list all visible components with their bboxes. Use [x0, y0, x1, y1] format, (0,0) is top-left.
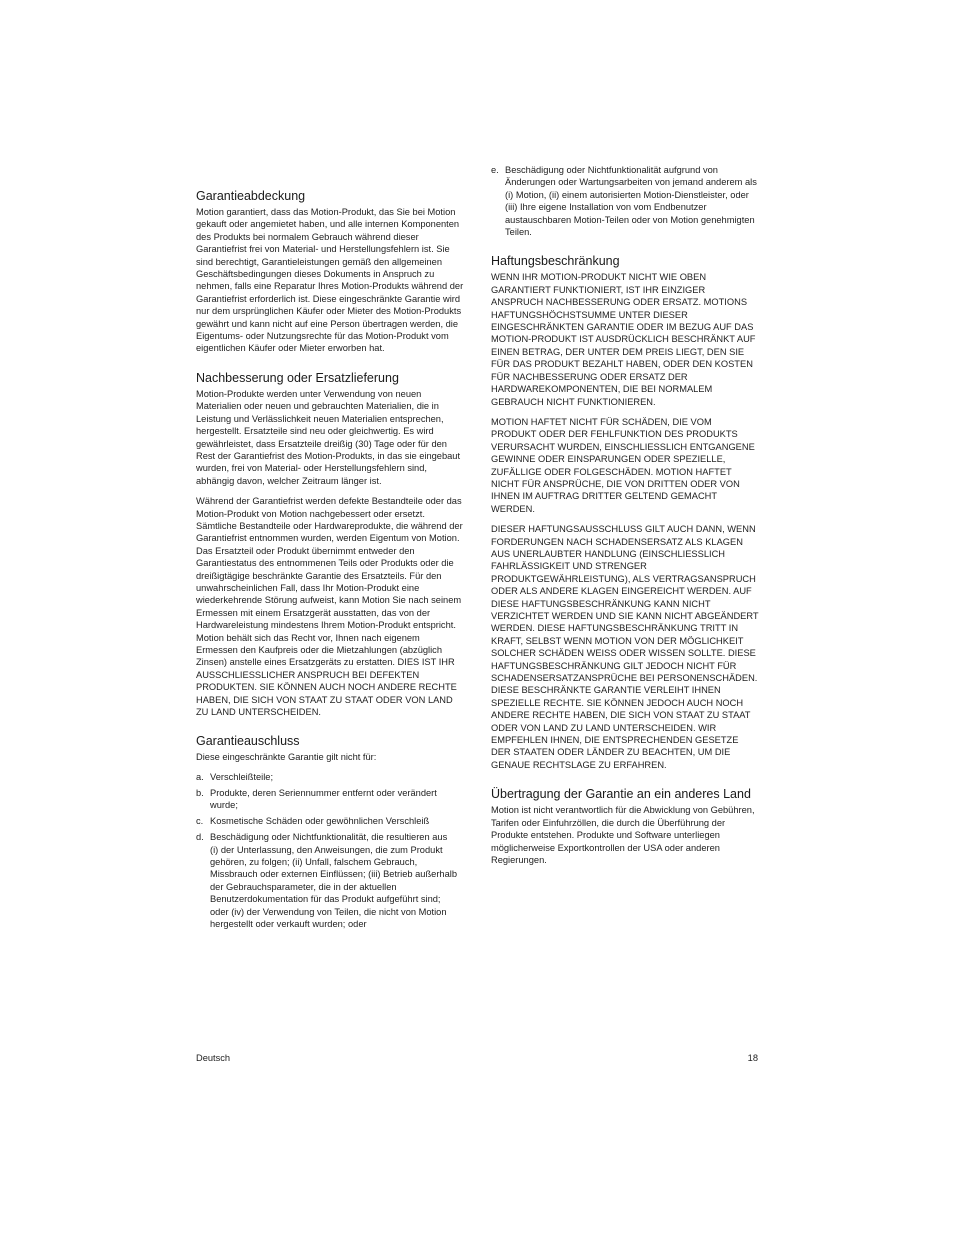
list-item: [491, 164, 759, 238]
list-item: [196, 815, 464, 827]
heading-garantieabdeckung: Garantieabdeckung: [196, 189, 306, 203]
list-item: [196, 787, 464, 812]
list-item: [196, 771, 464, 783]
list-marker: d.: [196, 832, 204, 843]
paragraph-garantieauschluss-intro: Diese eingeschränkte Garantie gilt nicht für:: [196, 752, 377, 763]
list-item-text: Produkte, deren Seriennummer entfernt oder verändert wurde;: [210, 787, 437, 811]
paragraph-haftung-2: MOTION HAFTET NICHT FÜR SCHÄDEN, DIE VOM PRODUKT ODER DER FEHLFUNKTION DES PRODUKTS VERURSACHT WURDEN, EINSCHLIESSLICH ENTGANGENE GEWINNE ODER EINSPARUNGEN ODER SPEZIELLE, ZUFÄLLIGE ODER FOLGESCHÄDEN. MOTION HAFTET NICHT FÜR ANSPRÜCHE, DIE VON DRITTEN ODER VON IHNEN IM AUFTRAG DRITTER GELTEND GEMACHT WERDEN.: [491, 416, 755, 514]
paragraph-nachbesserung-2: Während der Garantiefrist werden defekte Bestandteile oder das Motion-Produkt von Motion nachgebessert oder ersetzt. Sämtliche Bestandteile oder Hardwareprodukte, die während der Garantiefrist entnommen wurden, werden Eigentum von Motion. Das Ersatzteil oder Produkt übernimmt entweder den Garantiestatus des entnommenen Teils oder Produkts oder die dreißigtägige beschränkte Garantie des Ersatzteils. Für den unwahrscheinlichen Fall, dass Ihr Motion-Produkt eine wiederkehrende Störung aufweist, kann Motion Sie nach seinem Ermessen mit einem Ersatzgerät ausstatten, das von der Hardwareleistung mindestens Ihrem Motion-Produkt entspricht. Motion behält sich das Recht vor, Ihnen nach eigenem Ermessen den Kaufpreis oder die Mietzahlungen (abzüglich Zinsen) anstelle eines Ersatzgeräts zu erstatten. DIES IST IHR AUSSCHLIESSLICHER ANSPRUCH BEI DEFEKTEN PRODUKTEN. SIE KÖNNEN AUCH NOCH ANDERE RECHTE HABEN, DIE SICH VON STAAT ZU STAAT ODER VON LAND ZU LAND UNTERSCHEIDEN.: [196, 496, 463, 718]
list-item: [196, 831, 464, 930]
list-item-text: Verschleißteile;: [210, 771, 274, 782]
list-marker: b.: [196, 787, 204, 798]
left-column: [196, 189, 464, 934]
exclusion-list: [196, 771, 464, 931]
list-item-text: Beschädigung oder Nichtfunktionalität, die resultieren aus (i) der Unterlassung, den Anweisungen, die zum Produkt gehören, zu folgen; (ii) Unfall, falschem Gebrauch, Missbrauch oder externen Einflüssen; (iii) Betrieb außerhalb der Gebrauchsparameter, die in der aktuellen Benutzerdokumentation für das Produkt aufgeführt sind; oder (iv) der Verwendung von Teilen, die nicht von Motion hergestellt oder verkauft wurden; oder: [210, 832, 458, 930]
list-marker: a.: [196, 771, 204, 782]
paragraph-nachbesserung-1: Motion-Produkte werden unter Verwendung von neuen Materialien oder neuen und gebrauchten Materialien, die in Leistung und Verlässlichkeit neuen Materialien entsprechen, hergestellt. Ersatzteile sind neu oder gleichwertig. Es wird gewährleistet, dass Ersatzteile dreißig (30) Tage oder für den Rest der Garantiefrist des Motion-Produkts, in das sie eingebaut wurden, frei von Material- oder Herstellungsfehlern sind, abhängig davon, welcher Zeitraum länger ist.: [196, 388, 461, 486]
footer-page-number: 18: [747, 1053, 758, 1063]
heading-garantieauschluss: Garantieauschluss: [196, 734, 300, 749]
paragraph-haftung-1: WENN IHR MOTION-PRODUKT NICHT WIE OBEN GARANTIERT FUNKTIONIERT, IST IHR EINZIGER ANSPRUCH NACHBESSERUNG ODER ERSATZ. MOTIONS HAFTUNGSHÖCHSTSUMME UNTER DIESER EINGESCHRÄNKTEN GARANTIE ODER IM BEZUG AUF DAS MOTION-PRODUKT IST AUSDRÜCKLICH BESCHRÄNKT AUF EINEN BETRAG, DER UNTER DEM PREIS LIEGT, DEN SIE FÜR DAS PRODUKT BEZAHLT HABEN, ODER DEN KOSTEN FÜR NACHBESSERUNG ODER ERSATZ DER HARDWAREKOMPONENTEN, DIE BEI NORMALEM GEBRAUCH NICHT FUNKTIONIEREN.: [491, 272, 756, 407]
paragraph-uebertragung: Motion ist nicht verantwortlich für die Abwicklung von Gebühren, Tarifen oder Einfuhrzöllen, die durch die Überführung der Produkte entstehen. Produkte und Software unterliegen möglicherweise Exportkontrollen der USA oder anderen Regierungen.: [491, 805, 755, 865]
heading-nachbesserung: Nachbesserung oder Ersatzlieferung: [196, 370, 399, 385]
list-marker: e.: [491, 165, 499, 175]
exclusion-list-continued: [491, 164, 759, 238]
heading-haftungsbeschraenkung: Haftungsbeschränkung: [491, 254, 620, 269]
heading-uebertragung: Übertragung der Garantie an ein anderes Land: [491, 787, 751, 802]
list-item-text: Kosmetische Schäden oder gewöhnlichen Verschleiß: [210, 816, 430, 827]
list-item-text: Beschädigung oder Nichtfunktionalität aufgrund von Änderungen oder Wartungsarbeiten von jemand anderem als (i) Motion, (ii) einem autorisierten Motion-Dienstleister, oder (iii) Ihre eigene Installation von vom Endbenutzer austauschbaren Motion-Teilen oder von Motion genehmigten Teilen.: [505, 165, 757, 238]
list-marker: c.: [196, 816, 204, 827]
paragraph-garantieabdeckung: Motion garantiert, dass das Motion-Produkt, das Sie bei Motion gekauft oder angemietet haben, und alle internen Komponenten des Produkts bei normalem Gebrauch während dieser Garantiefrist frei von Material- und Herstellungsfehlern ist. Sie sind berechtigt, Garantieleistungen gemäß den allgemeinen Geschäftsbedingungen dieses Dokuments in Anspruch zu nehmen, falls eine Reparatur Ihres Motion-Produkts während der Garantiefrist erforderlich ist. Diese eingeschränkte Garantie wird nur dem ursprünglichen Käufer oder Mieter des Motion-Produkts gewährt und kann nicht auf eine Person übertragen werden, die Eigentums- oder Nutzungsrechte für das Motion-Produkt vom eigentlichen Käufer oder Mieter erworben hat.: [196, 207, 464, 354]
footer-language: Deutsch: [196, 1053, 231, 1063]
right-column: [491, 164, 759, 866]
paragraph-haftung-3: DIESER HAFTUNGSAUSSCHLUSS GILT AUCH DANN, WENN FORDERUNGEN NACH SCHADENSERSATZ ALS KLAGEN AUS UNERLAUBTER HANDLUNG (EINSCHLIESSLICH FAHRLÄSSIGKEIT UND STRENGER PRODUKTGEWÄHRLEISTUNG), ALS VERTRAGSANSPRUCH ODER ALS ANDERE KLAGEN EINGEREICHT WERDEN. AUF DIESE HAFTUNGSBESCHRÄNKUNG KANN NICHT VERZICHTET WERDEN UND SIE KANN NICHT ABGEÄNDERT WERDEN. DIESE HAFTUNGSBESCHRÄNKUNG TRITT IN KRAFT, SELBST WENN MOTION VON DER MÖGLICHKEIT SOLCHER SCHÄDEN WEISS ODER WISSEN SOLLTE. DIESE HAFTUNGSBESCHRÄNKUNG GILT JEDOCH NICHT FÜR SCHADENSERSATZANSPRÜCHE BEI PERSONENSCHÄDEN. DIESE BESCHRÄNKTE GARANTIE VERLEIHT IHNEN SPEZIELLE RECHTE. SIE KÖNNEN JEDOCH AUCH NOCH ANDERE RECHTE HABEN, DIE SICH VON STAAT ZU STAAT ODER VON LAND ZU LAND UNTERSCHEIDEN. WIR EMPFEHLEN IHNEN, DIE ENTSPRECHENDEN GESETZE DER STAATEN ODER LÄNDER ZU BEACHTEN, UM DIE GENAUE RECHTSLAGE ZU ERFAHREN.: [491, 524, 759, 770]
